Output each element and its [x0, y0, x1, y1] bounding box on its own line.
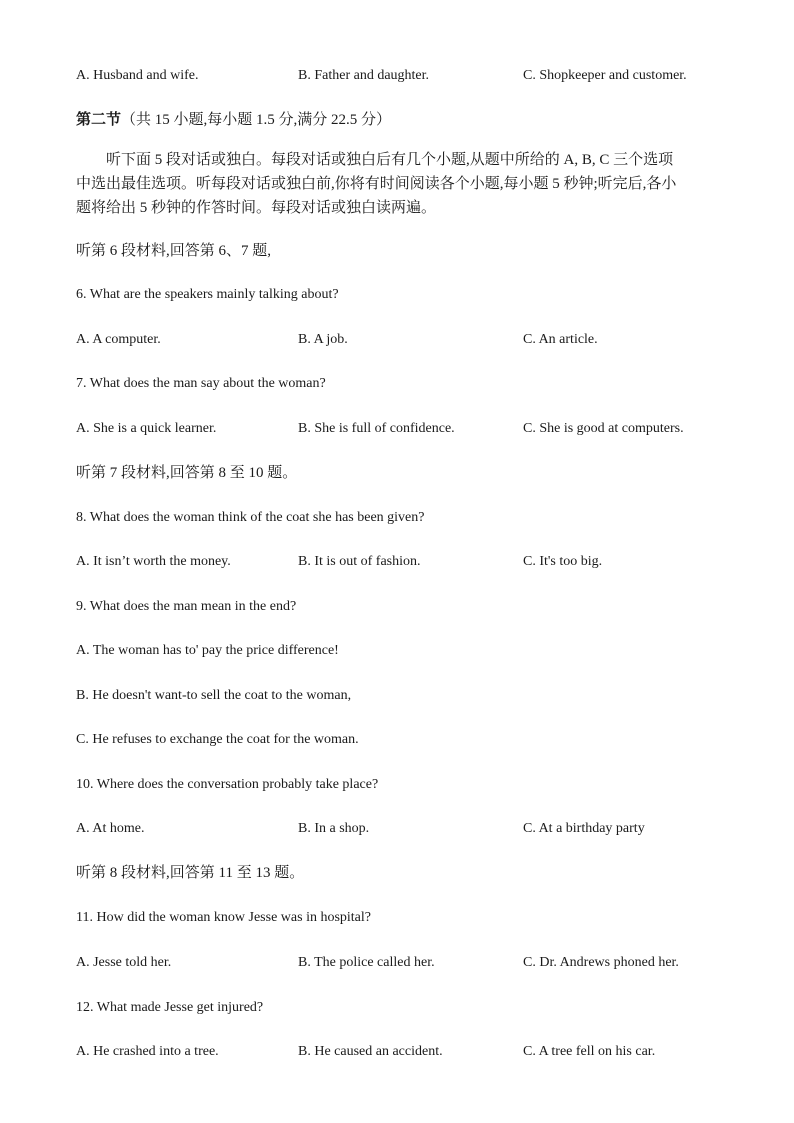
question-12-option-c: C. A tree fell on his car. — [523, 1044, 656, 1059]
question-10-option-c: C. At a birthday party — [523, 821, 645, 836]
group-heading-7: 听第 7 段材料,回答第 8 至 10 题。 — [76, 465, 298, 481]
question-7-option-b: B. She is full of confidence. — [298, 421, 455, 436]
question-7-option-a: A. She is a quick learner. — [76, 421, 217, 436]
question-12-option-b: B. He caused an accident. — [298, 1044, 443, 1059]
section-title — [76, 111, 391, 129]
question-7-stem: 7. What does the man say about the woman? — [76, 376, 326, 391]
q5-option-c: C. Shopkeeper and customer. — [523, 68, 687, 83]
question-6-option-b: B. A job. — [298, 332, 348, 347]
question-9-option-b: B. He doesn't want-to sell the coat to the woman, — [76, 688, 352, 703]
question-8-option-b: B. It is out of fashion. — [298, 554, 421, 569]
instruction-line: 听下面 5 段对话或独白。每段对话或独白后有几个小题,从题中所给的 A, B, C 三个选项 — [106, 152, 674, 168]
question-6-option-c: C. An article. — [523, 332, 598, 347]
question-10-option-a: A. At home. — [76, 821, 145, 836]
question-7-option-c: C. She is good at computers. — [523, 421, 684, 436]
section-instructions — [76, 148, 720, 220]
question-8-stem: 8. What does the woman think of the coat she has been given? — [76, 510, 425, 525]
question-10-option-b: B. In a shop. — [298, 821, 370, 836]
question-9-option-a: A. The woman has to' pay the price difference! — [76, 643, 339, 658]
section-title-scoring: （共 15 小题,每小题 1.5 分,满分 22.5 分） — [121, 112, 392, 128]
section-title-label: 第二节 — [76, 112, 122, 128]
question-10-stem: 10. Where does the conversation probably take place? — [76, 777, 379, 792]
q5-option-a: A. Husband and wife. — [76, 68, 199, 83]
question-9-stem: 9. What does the man mean in the end? — [76, 599, 297, 614]
question-8-option-a: A. It isn’t worth the money. — [76, 554, 231, 569]
question-6-stem: 6. What are the speakers mainly talking about? — [76, 287, 339, 302]
question-11-option-b: B. The police called her. — [298, 955, 435, 970]
question-11-option-a: A. Jesse told her. — [76, 955, 172, 970]
question-8-option-c: C. It's too big. — [523, 554, 603, 569]
question-9-option-c: C. He refuses to exchange the coat for the woman. — [76, 732, 359, 747]
instruction-line: 题将给出 5 秒钟的作答时间。每段对话或独白读两遍。 — [76, 200, 437, 216]
q5-option-b: B. Father and daughter. — [298, 68, 430, 83]
group-heading-6: 听第 6 段材料,回答第 6、7 题, — [76, 243, 272, 259]
question-6-option-a: A. A computer. — [76, 332, 161, 347]
instruction-line: 中选出最佳选项。听每段对话或独白前,你将有时间阅读各个小题,每小题 5 秒钟;听完后,各小 — [76, 176, 677, 192]
question-11-option-c: C. Dr. Andrews phoned her. — [523, 955, 679, 970]
group-heading-8: 听第 8 段材料,回答第 11 至 13 题。 — [76, 865, 305, 881]
question-12-stem: 12. What made Jesse get injured? — [76, 1000, 264, 1015]
question-12-option-a: A. He crashed into a tree. — [76, 1044, 219, 1059]
question-11-stem: 11. How did the woman know Jesse was in hospital? — [76, 910, 371, 925]
